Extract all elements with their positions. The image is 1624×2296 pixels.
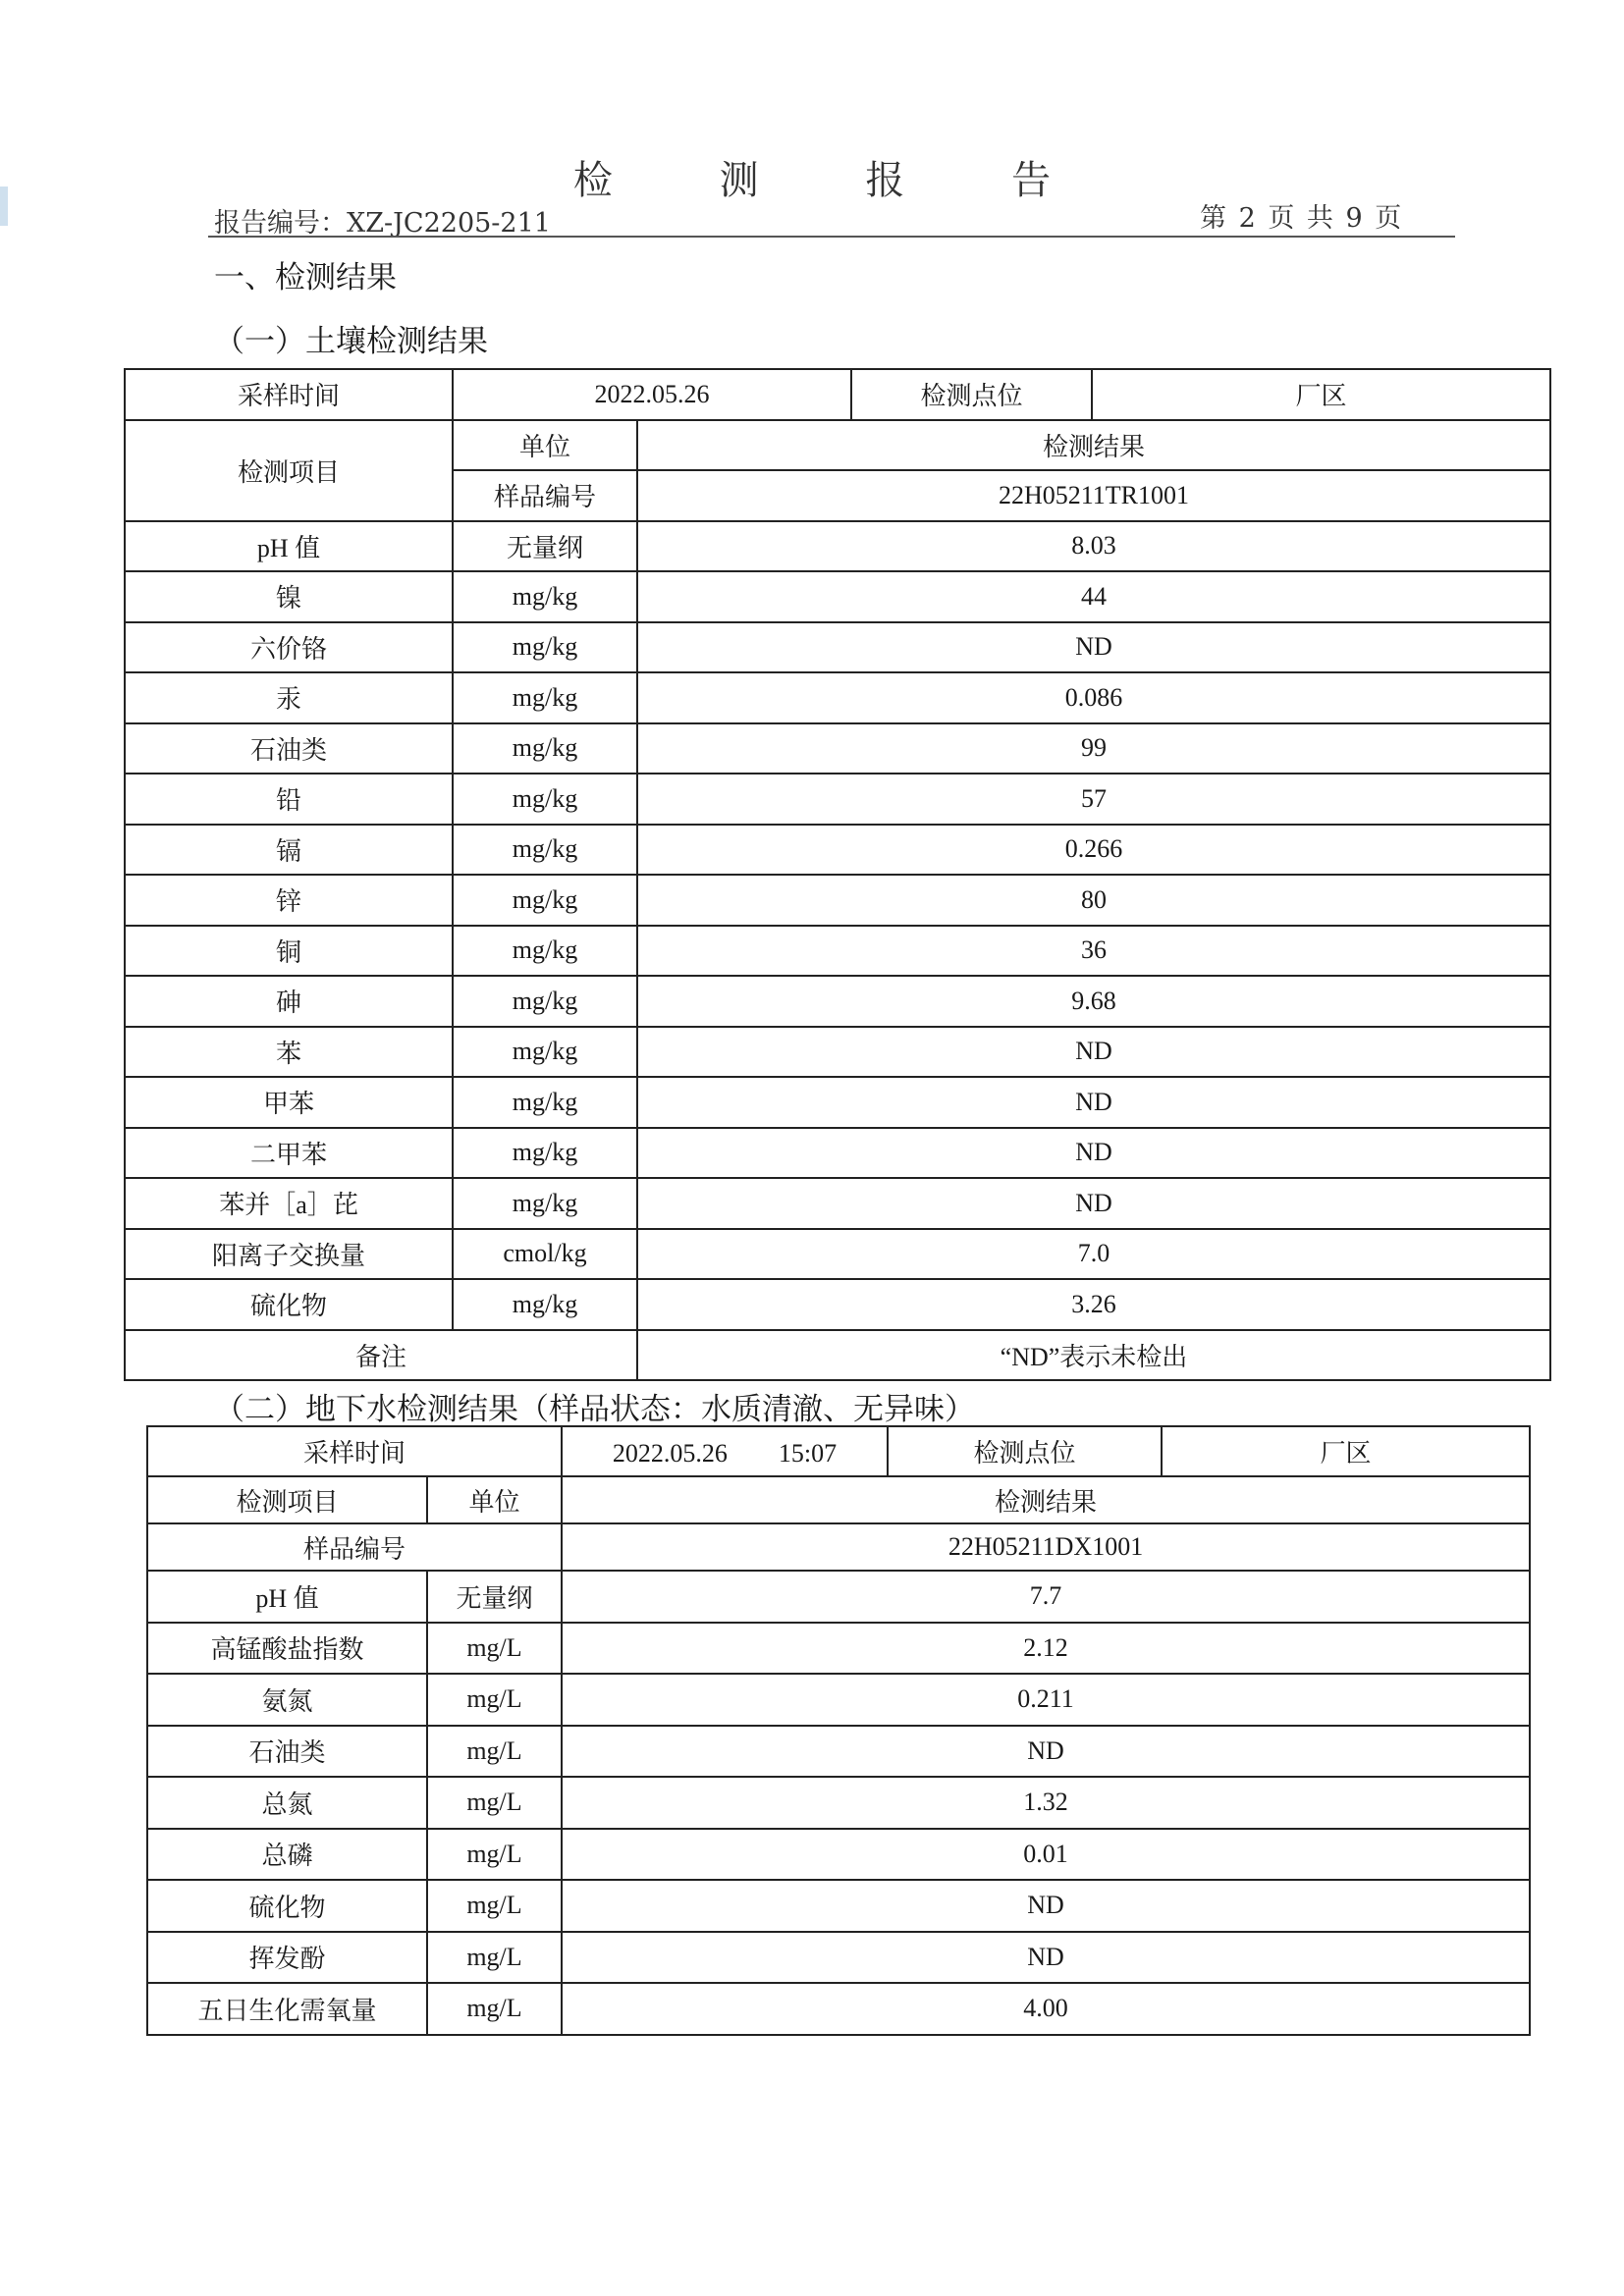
value-cell: ND: [562, 1880, 1530, 1932]
unit-cell: mg/kg: [453, 622, 637, 673]
item-cell: 石油类: [125, 723, 453, 774]
result-header: 检测结果: [637, 420, 1550, 471]
location-label: 检测点位: [851, 369, 1092, 420]
item-cell: 阳离子交换量: [125, 1229, 453, 1280]
sample-no-value: 22H05211DX1001: [562, 1523, 1530, 1571]
value-cell: 0.211: [562, 1674, 1530, 1726]
header-divider: [208, 236, 1455, 238]
table-row: [125, 825, 1550, 876]
value-cell: ND: [637, 1128, 1550, 1179]
unit-cell: mg/L: [427, 1983, 562, 2035]
value-cell: ND: [562, 1726, 1530, 1778]
table-row: [125, 1128, 1550, 1179]
value-cell: 9.68: [637, 976, 1550, 1027]
unit-cell: mg/L: [427, 1674, 562, 1726]
unit-cell: mg/L: [427, 1623, 562, 1675]
unit-cell: 无量纲: [453, 521, 637, 572]
unit-cell: mg/kg: [453, 1178, 637, 1229]
sampling-time-value: 2022.05.26 15:07: [562, 1426, 888, 1476]
unit-cell: mg/kg: [453, 1128, 637, 1179]
unit-cell: cmol/kg: [453, 1229, 637, 1280]
unit-cell: mg/kg: [453, 571, 637, 622]
table-row: [125, 369, 1550, 420]
value-cell: 36: [637, 926, 1550, 977]
sample-no-label: 样品编号: [147, 1523, 562, 1571]
unit-cell: mg/kg: [453, 672, 637, 723]
location-value: 厂区: [1162, 1426, 1530, 1476]
value-cell: ND: [562, 1932, 1530, 1984]
item-cell: 六价铬: [125, 622, 453, 673]
sampling-time-label: 采样时间: [125, 369, 453, 420]
item-cell: 二甲苯: [125, 1128, 453, 1179]
table-row: [125, 1279, 1550, 1330]
table-row: [147, 1523, 1530, 1571]
table-row: [125, 926, 1550, 977]
value-cell: 99: [637, 723, 1550, 774]
item-cell: 五日生化需氧量: [147, 1983, 427, 2035]
table-row: [125, 622, 1550, 673]
value-cell: 0.266: [637, 825, 1550, 876]
table-row: [147, 1674, 1530, 1726]
value-cell: 3.26: [637, 1279, 1550, 1330]
unit-cell: mg/kg: [453, 875, 637, 926]
soil-section-heading: （一）土壤检测结果: [214, 324, 488, 359]
item-cell: 铅: [125, 774, 453, 825]
item-header: 检测项目: [147, 1476, 427, 1523]
item-cell: 氨氮: [147, 1674, 427, 1726]
item-cell: 挥发酚: [147, 1932, 427, 1984]
item-cell: 硫化物: [147, 1880, 427, 1932]
value-cell: ND: [637, 1178, 1550, 1229]
table-row: [147, 1571, 1530, 1623]
item-cell: 镉: [125, 825, 453, 876]
item-cell: pH 值: [125, 521, 453, 572]
value-cell: 44: [637, 571, 1550, 622]
sample-no-label: 样品编号: [453, 470, 637, 521]
unit-cell: mg/L: [427, 1726, 562, 1778]
value-cell: ND: [637, 1027, 1550, 1078]
table-row: [125, 420, 1550, 471]
unit-header: 单位: [427, 1476, 562, 1523]
item-cell: 硫化物: [125, 1279, 453, 1330]
table-row: [125, 571, 1550, 622]
table-row: [125, 672, 1550, 723]
item-cell: 苯: [125, 1027, 453, 1078]
table-row: [125, 1330, 1550, 1381]
table-row: [147, 1476, 1530, 1523]
value-cell: 0.086: [637, 672, 1550, 723]
value-cell: 8.03: [637, 521, 1550, 572]
sampling-time-value: 2022.05.26: [453, 369, 851, 420]
item-cell: 镍: [125, 571, 453, 622]
location-value: 厂区: [1092, 369, 1550, 420]
item-cell: 总氮: [147, 1777, 427, 1829]
sampling-time-label: 采样时间: [147, 1426, 562, 1476]
table-row: [147, 1623, 1530, 1675]
location-label: 检测点位: [888, 1426, 1162, 1476]
item-cell: 甲苯: [125, 1077, 453, 1128]
table-row: [147, 1829, 1530, 1881]
unit-cell: mg/L: [427, 1880, 562, 1932]
item-cell: 汞: [125, 672, 453, 723]
remark-label: 备注: [125, 1330, 637, 1381]
value-cell: 7.7: [562, 1571, 1530, 1623]
unit-cell: mg/kg: [453, 825, 637, 876]
result-header: 检测结果: [562, 1476, 1530, 1523]
value-cell: 1.32: [562, 1777, 1530, 1829]
table-row: [125, 1027, 1550, 1078]
table-row: [147, 1726, 1530, 1778]
remark-value: “ND”表示未检出: [637, 1330, 1550, 1381]
unit-cell: mg/kg: [453, 774, 637, 825]
table-row: [125, 774, 1550, 825]
report-number: 报告编号：XZ-JC2205-211: [214, 208, 551, 239]
value-cell: 0.01: [562, 1829, 1530, 1881]
item-cell: 苯并［a］芘: [125, 1178, 453, 1229]
value-cell: 2.12: [562, 1623, 1530, 1675]
table-row: [125, 1077, 1550, 1128]
table-row: [125, 875, 1550, 926]
item-cell: 石油类: [147, 1726, 427, 1778]
unit-cell: mg/kg: [453, 926, 637, 977]
item-cell: 总磷: [147, 1829, 427, 1881]
value-cell: ND: [637, 622, 1550, 673]
item-cell: 铜: [125, 926, 453, 977]
value-cell: 57: [637, 774, 1550, 825]
unit-header: 单位: [453, 420, 637, 471]
value-cell: ND: [637, 1077, 1550, 1128]
item-cell: 高锰酸盐指数: [147, 1623, 427, 1675]
groundwater-results-table: [146, 1425, 1531, 2036]
unit-cell: mg/L: [427, 1829, 562, 1881]
unit-cell: mg/kg: [453, 976, 637, 1027]
table-row: [125, 521, 1550, 572]
table-row: [125, 723, 1550, 774]
value-cell: 7.0: [637, 1229, 1550, 1280]
table-row: [147, 1932, 1530, 1984]
value-cell: 4.00: [562, 1983, 1530, 2035]
item-cell: 锌: [125, 875, 453, 926]
soil-results-table: [124, 368, 1551, 1381]
unit-cell: mg/kg: [453, 723, 637, 774]
unit-cell: mg/L: [427, 1777, 562, 1829]
table-row: [125, 1178, 1550, 1229]
section-heading: 一、检测结果: [214, 260, 397, 295]
table-row: [147, 1777, 1530, 1829]
table-row: [125, 976, 1550, 1027]
unit-cell: mg/kg: [453, 1077, 637, 1128]
groundwater-section-heading: （二）地下水检测结果（样品状态：水质清澈、无异味）: [214, 1392, 975, 1427]
page-indicator: 第 2 页 共 9 页: [1200, 203, 1404, 234]
unit-cell: 无量纲: [427, 1571, 562, 1623]
item-cell: 砷: [125, 976, 453, 1027]
sample-no-value: 22H05211TR1001: [637, 470, 1550, 521]
page-title: 检 测 报 告: [572, 158, 1099, 203]
unit-cell: mg/kg: [453, 1279, 637, 1330]
item-header: 检测项目: [125, 420, 453, 521]
item-cell: pH 值: [147, 1571, 427, 1623]
value-cell: 80: [637, 875, 1550, 926]
unit-cell: mg/L: [427, 1932, 562, 1984]
table-row: [147, 1880, 1530, 1932]
table-row: [147, 1983, 1530, 2035]
unit-cell: mg/kg: [453, 1027, 637, 1078]
table-row: [147, 1426, 1530, 1476]
table-row: [125, 1229, 1550, 1280]
